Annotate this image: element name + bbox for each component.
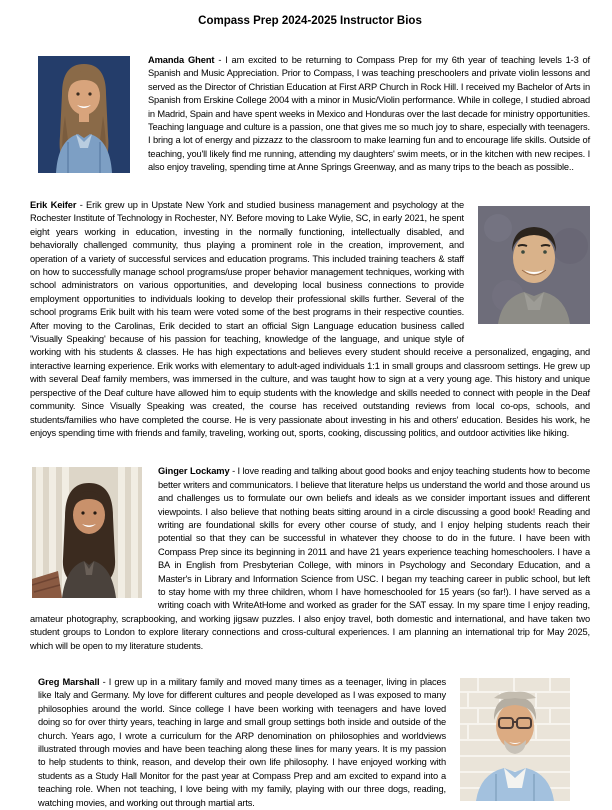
- erik-keifer-photo: [478, 206, 590, 324]
- instructor-name: Ginger Lockamy: [158, 466, 230, 477]
- amanda-ghent-photo: [38, 56, 130, 173]
- greg-marshall-photo: [460, 678, 570, 801]
- ginger-lockamy-photo: [32, 467, 142, 598]
- instructor-name: Amanda Ghent: [148, 55, 215, 65]
- instructor-name: Greg Marshall: [38, 677, 100, 687]
- instructor-bio-ginger-lockamy: [30, 465, 590, 653]
- instructor-bio-erik-keifer: [30, 199, 590, 440]
- instructor-bio-body: - I am excited to be returning to Compass Prep for my 6th year of teaching levels 1-3 of Spanish and Music Appreciation. Prior to Compass, I was teaching preschoolers and private violin lessons and served as the Director of Christian Education at First ARP Church in Rock Hill. I received my Bachelor of Arts in Spanish from Erskine College 2004 with a minor in Music/Violin performance. While in college, I studied abroad in Madrid, Spain and have spent weeks in Mexico and Honduras over the last decade for ministry opportunities. Teaching language and culture is a passion, one that gives me so much joy to share, especially with teenagers. I bring a lot of energy and pizzazz to the classroom to make learning fun and to encourage life skills. Outside of teaching, you'll likely find me running, attending my daughters' swim meets, or in the kitchen with new recipes. I also enjoy traveling, spending time at Anne Springs Greenway, and as many trips to the beach as possible..: [148, 55, 590, 173]
- instructor-bio-greg-marshall: [30, 676, 590, 810]
- instructor-name: Erik Keifer: [30, 200, 77, 210]
- instructor-bio-body: - I love reading and talking about good books and enjoy teaching students how to become better writers and communicators. I believe that literature helps us understand the world and those around us and challenges us to formulate our own beliefs and ideals as we consider important issues and different viewpoints. I also believe that nothing beats sitting around in a circle discussing a good book! Reading and writing are foundational skills for every other course of study, and I enjoy helping students reach their potential so that they can be successful in whatever they choose to do in the future. I have been with Compass Prep since its beginning in 2011 and have 21 years experience teaching homeschoolers. I have a BA in English from Presbyterian College, with minors in Psychology and Secondary Education, and a Master's in Library and Information Science from USC. I began my teaching career in public school, but left to stay home with my three children, whom I have homeschooled for 15 years (so far!). I have served as a writing coach with WriteAtHome and worked as grader for the SAT essay. In my spare time I enjoy reading, amateur photography, scrapbooking, and working jigsaw puzzles. I also enjoy travel, both domestic and international, and have taken two student groups to London to explore literary connections and cross-cultural experiences. I am planning an international trip for May 2025, which will be open to my literature students.: [30, 466, 590, 651]
- instructor-bio-amanda-ghent: [30, 54, 590, 179]
- page-title: Compass Prep 2024-2025 Instructor Bios: [198, 15, 422, 27]
- instructor-bio-body: - I grew up in a military family and moved many times as a teenager, living in places like Italy and Germany. My love for different cultures and people developed as I was exposed to many philosophies around the world. Since college I have been working with teenagers and have loved doing so for over thirty years, teaching in large and small group settings both inside and outside of the church. Years ago, I wrote a curriculum for the ARP denomination on philosophies and worldviews illustrated through movies and have been teaching along these lines for many years. It is my passion to help students to think, reason, and develop their own life philosophy. I have enjoyed working with students as a Study Hall Monitor for the past year at Compass Prep and am excited to expand into a teaching role. When not teaching, I love being with my family, playing with our three dogs, reading, watching movies, and working out through martial arts.: [38, 677, 446, 808]
- instructor-bio-body: - Erik grew up in Upstate New York and studied business management and psychology at the Rochester Institute of Technology in Rochester, NY. Before moving to Lake Wylie, SC, in early 2021, he spent eight years working in education, investing in the normally functioning, intellectually disabled, and behaviorally challenged community, thus playing a prominent role in the creation, improvement, and operation of a variety of successful services and education programs. This included training teachers & staff on how to successfully manage school programs/use proper behavior management techniques, working with school administrators on various opportunities, and developing local business connections to provide employment opportunities to individuals looking to develop their professional skills further. Several of the school programs Erik built with his team were voted some of the best programs in their respective counties. After moving to the Carolinas, Erik decided to start an official Sign Language education business called 'Visually Speaking' because of his passion for teaching, knowledge of the language, and unique style of working with his students & classes. He has high expectations and believes every student should receive a personalized, engaging, and interactive learning experience. Erik works with elementary to adult-aged individuals 1:1 in small groups and classroom settings. He grew up with several Deaf family members, was immersed in the culture, and was taught how to sign at a very young age. This history and unique perspective of the Deaf culture have allowed him to equip students with the knowledge and skills needed to connect with people in the Deaf community. Since Visually Speaking was created, the course has received outstanding reviews from local co-ops, schools, and students/families who have completed the course. He is very passionate about investing in his and others' education. Besides his work, he enjoys spending time with friends and family, traveling, working out, sports, cooking, discussing politics, and outdoor activities like hiking.: [30, 200, 590, 438]
